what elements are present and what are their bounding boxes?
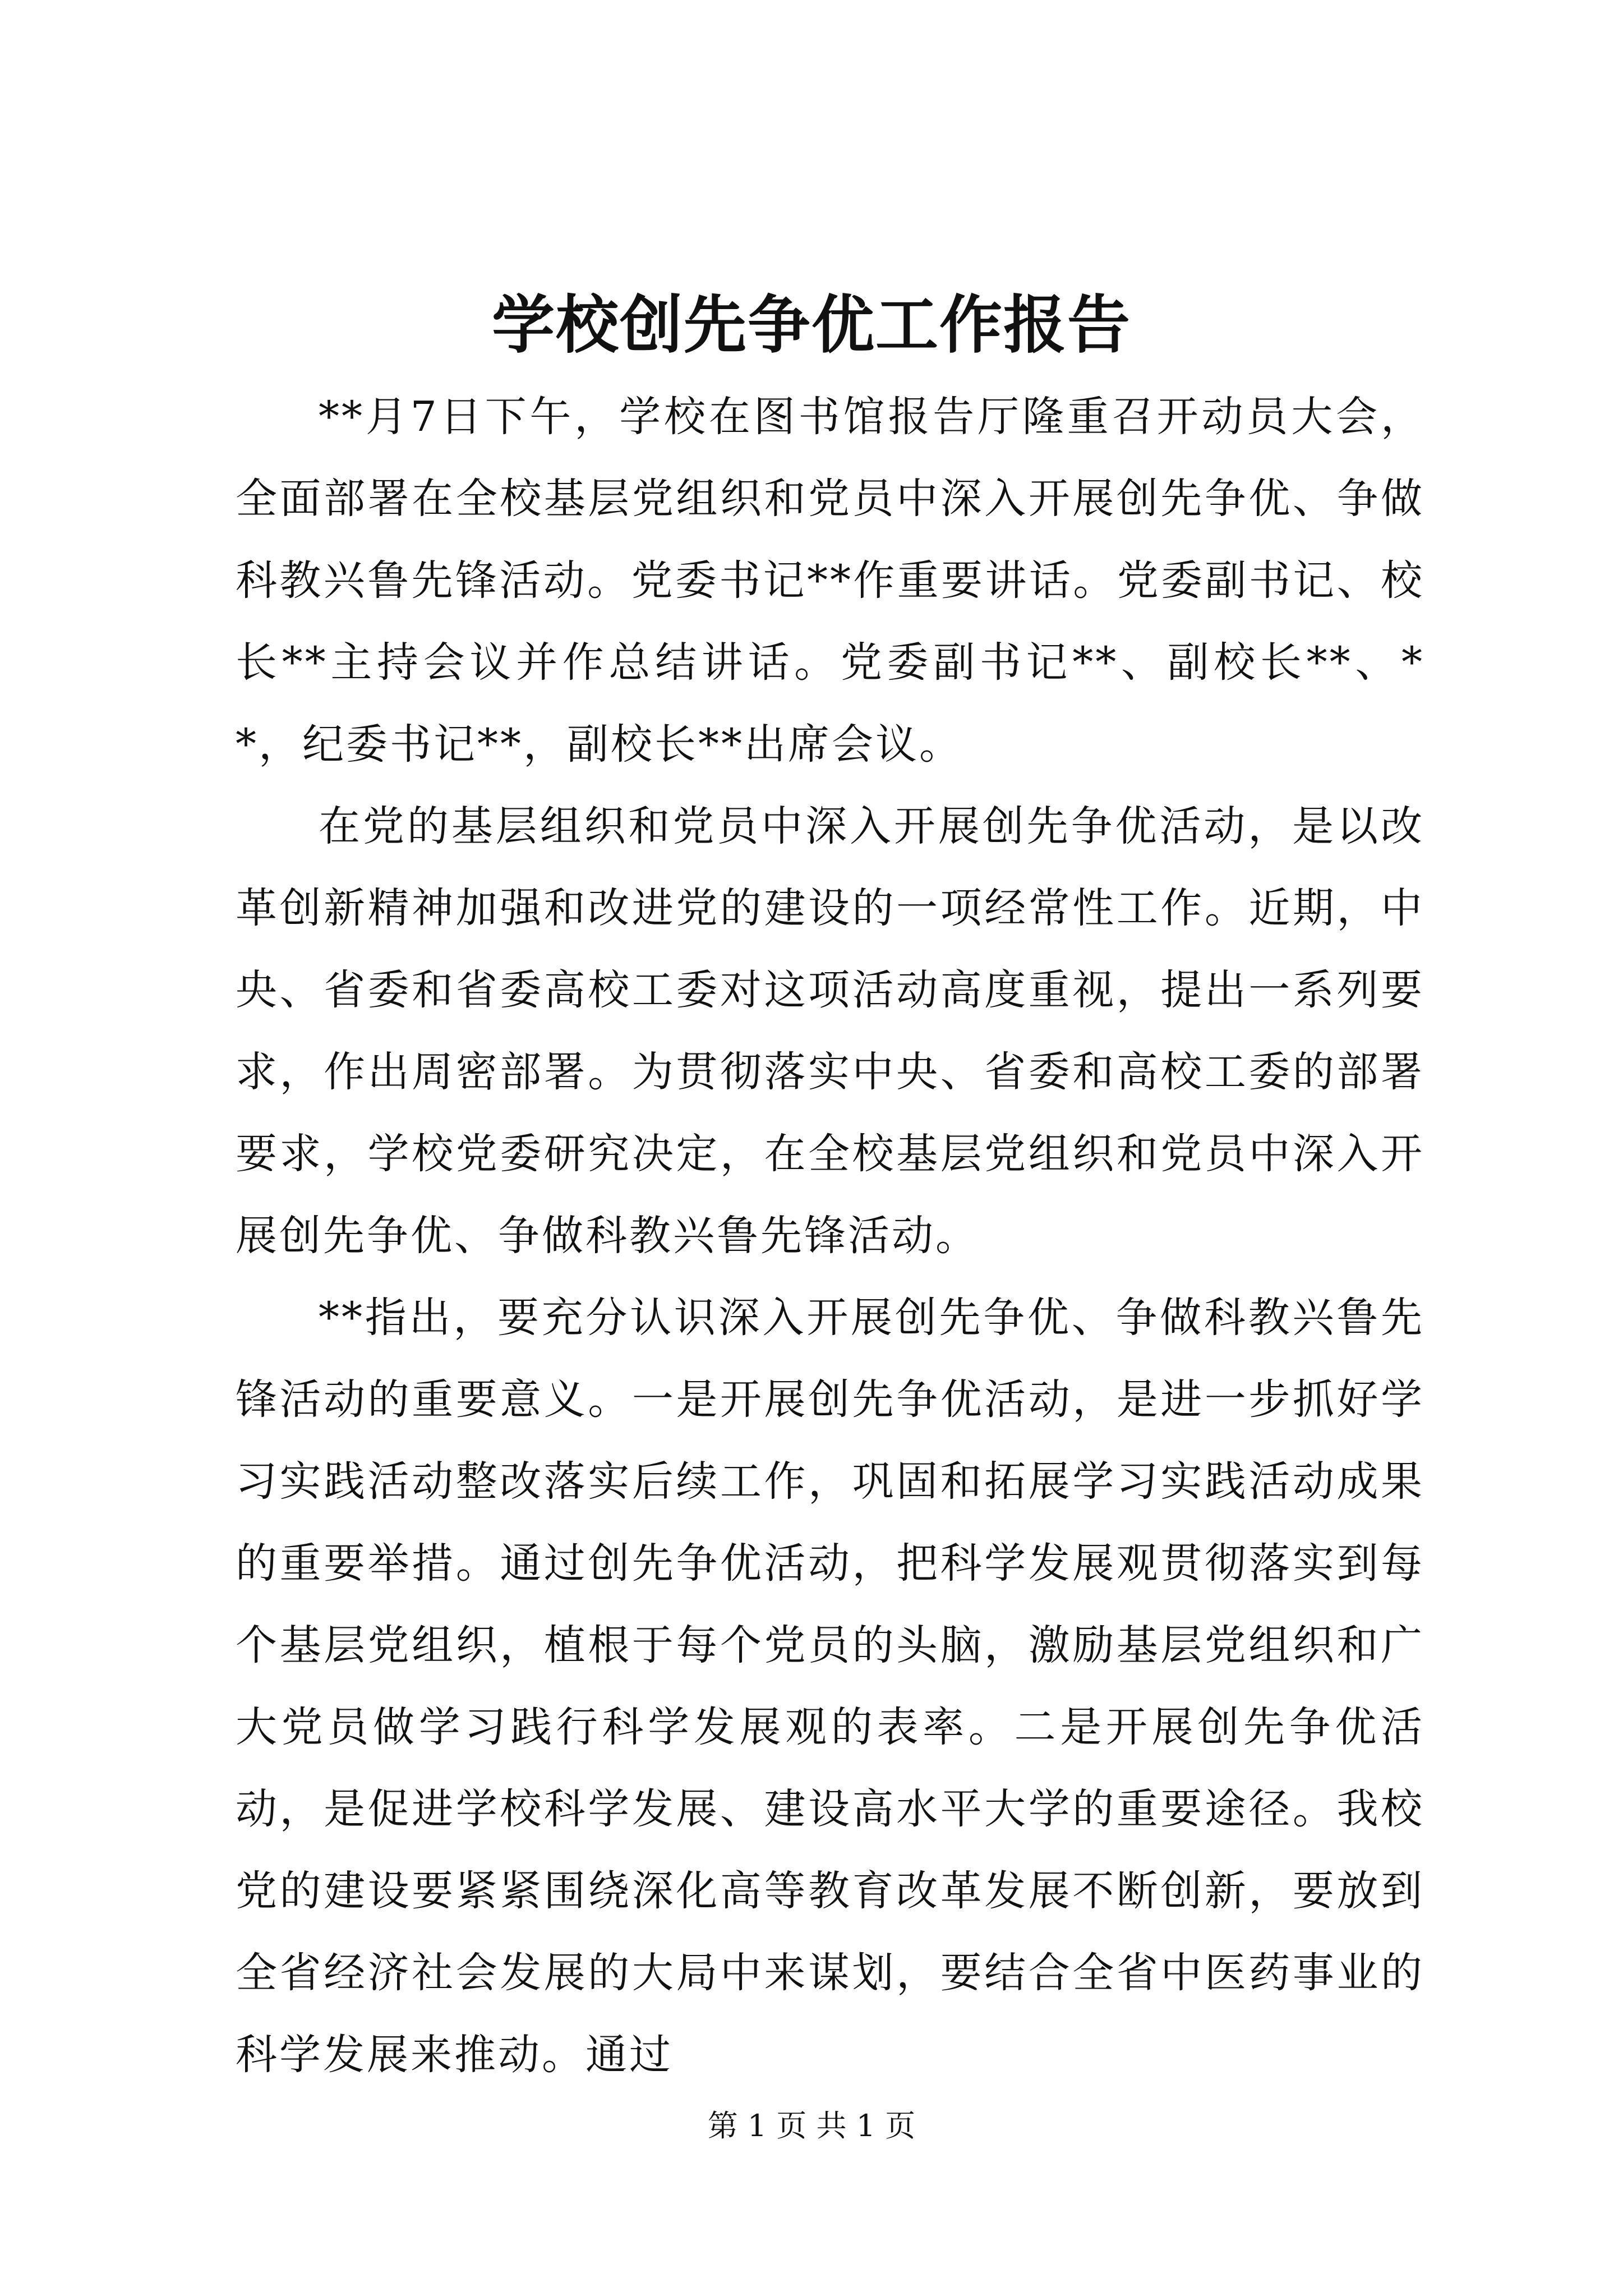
body-paragraph-3: **指出，要充分认识深入开展创先争优、争做科教兴鲁先锋活动的重要意义。一是开展创先争优活动，是进一步抓好学习实践活动整改落实后续工作，巩固和拓展学习实践活动成果的重要举措。通过创先争优活动，把科学发展观贯彻落实到每个基层党组织，植根于每个党员的头脑，激励基层党组织和广大党员做学习践行科学发展观的表率。二是开展创先争优活动，是促进学校科学发展、建设高水平大学的重要途径。我校党的建设要紧紧围绕深化高等教育改革发展不断创新，要放到全省经济社会发展的大局中来谋划，要结合全省中医药事业的科学发展来推动。通过	[236, 1294, 1424, 2079]
document-title: 学校创先争优工作报告	[492, 288, 1131, 362]
body-paragraph-1: **月7日下午，学校在图书馆报告厅隆重召开动员大会，全面部署在全校基层党组织和党员中深入开展创先争优、争做科教兴鲁先锋活动。党委书记**作重要讲话。党委副书记、校长**主持会议并作总结讲话。党委副书记**、副校长**、**，纪委书记**，副校长**出席会议。	[236, 393, 1424, 769]
page-number-footer: 第 1 页 共 1 页	[707, 2108, 916, 2143]
document-body	[236, 376, 1424, 2096]
body-paragraph-2: 在党的基层组织和党员中深入开展创先争优活动，是以改革创新精神加强和改进党的建设的一项经常性工作。近期，中央、省委和省委高校工委对这项活动高度重视，提出一系列要求，作出周密部署。为贯彻落实中央、省委和高校工委的部署要求，学校党委研究决定，在全校基层党组织和党员中深入开展创先争优、争做科教兴鲁先锋活动。	[236, 802, 1424, 1260]
